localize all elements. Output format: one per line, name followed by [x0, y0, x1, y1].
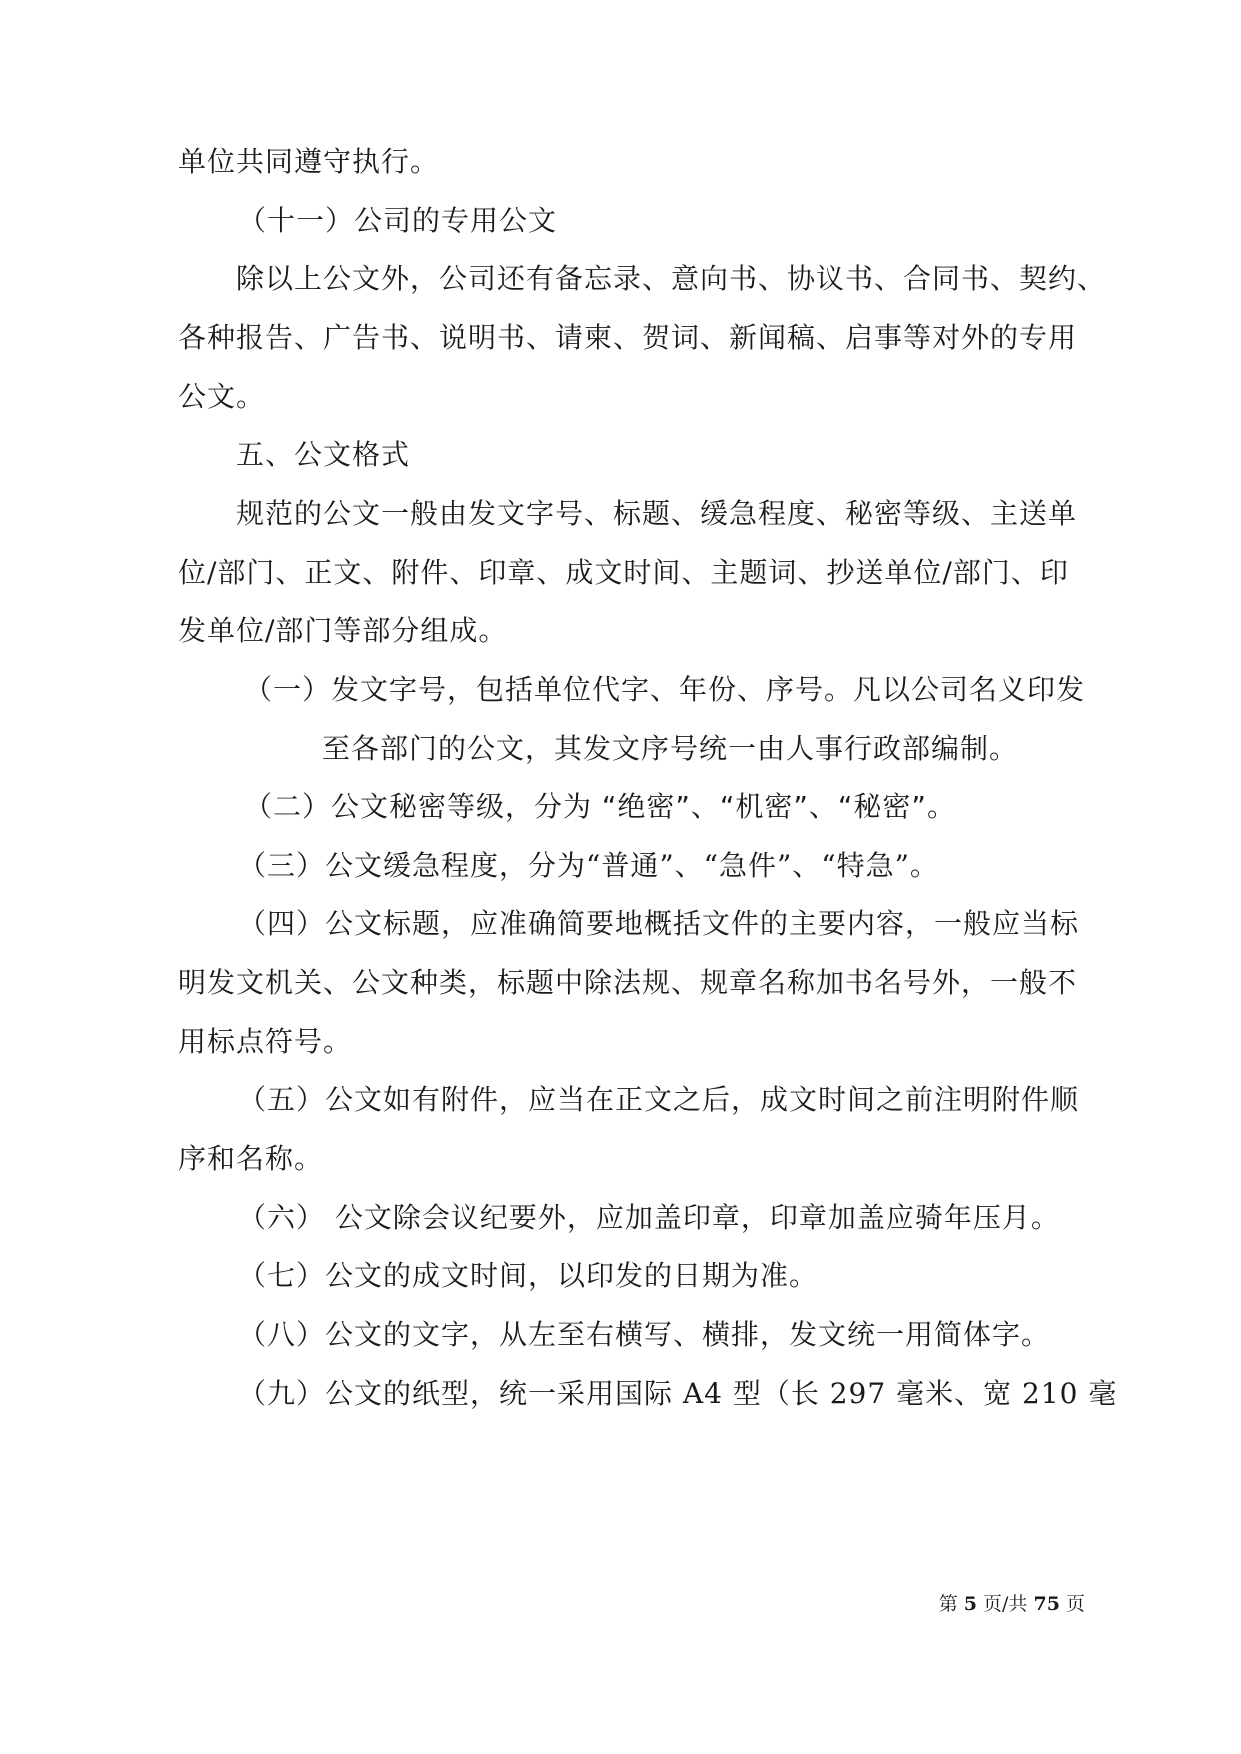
list-item-continuation: 至各部门的公文，其发文序号统一由人事行政部编制。 [322, 732, 1019, 765]
list-item: （七）公文的成文时间，以印发的日期为准。 [238, 1259, 819, 1292]
section-heading: 五、公文格式 [236, 438, 411, 471]
text-line: 单位共同遵守执行。 [178, 145, 440, 178]
list-item: （五）公文如有附件，应当在正文之后，成文时间之前注明附件顺 [238, 1083, 1080, 1116]
list-item: （六） 公文除会议纪要外，应加盖印章，印章加盖应骑年压月。 [238, 1201, 1060, 1234]
section-heading: （十一）公司的专用公文 [238, 204, 558, 237]
total-page-number: 75 [1033, 1593, 1060, 1615]
list-item: （四）公文标题，应准确简要地概括文件的主要内容，一般应当标 [238, 907, 1080, 940]
list-item: （二）公文秘密等级，分为 “绝密”、“机密”、“秘密”。 [244, 790, 956, 823]
list-item-continuation: 序和名称。 [178, 1142, 324, 1175]
footer-prefix: 第 [938, 1593, 958, 1615]
list-item: （三）公文缓急程度，分为“普通”、“急件”、“特急”。 [238, 849, 939, 882]
page-number-footer [939, 1592, 1085, 1616]
footer-middle: 页/共 [983, 1593, 1028, 1615]
current-page-number: 5 [963, 1593, 977, 1615]
footer-suffix: 页 [1065, 1593, 1085, 1615]
paragraph-line: 公文。 [178, 380, 266, 413]
list-item: （九）公文的纸型，统一采用国际 A4 型（长 297 毫米、宽 210 毫 [238, 1377, 1118, 1410]
paragraph-line: 除以上公文外，公司还有备忘录、意向书、协议书、合同书、契约、 [236, 262, 1107, 295]
list-item: （一）发文字号，包括单位代字、年份、序号。凡以公司名义印发 [244, 673, 1086, 706]
paragraph-line: 位/部门、正文、附件、印章、成文时间、主题词、抄送单位/部门、印 [178, 556, 1069, 589]
paragraph-line: 发单位/部门等部分组成。 [178, 614, 508, 647]
list-item: （八）公文的文字，从左至右横写、横排，发文统一用简体字。 [238, 1318, 1051, 1351]
paragraph-line: 各种报告、广告书、说明书、请柬、贺词、新闻稿、启事等对外的专用 [178, 321, 1078, 354]
paragraph-line: 规范的公文一般由发文字号、标题、缓急程度、秘密等级、主送单 [236, 497, 1078, 530]
list-item-continuation: 用标点符号。 [178, 1025, 353, 1058]
list-item-continuation: 明发文机关、公文种类，标题中除法规、规章名称加书名号外，一般不 [178, 966, 1078, 999]
